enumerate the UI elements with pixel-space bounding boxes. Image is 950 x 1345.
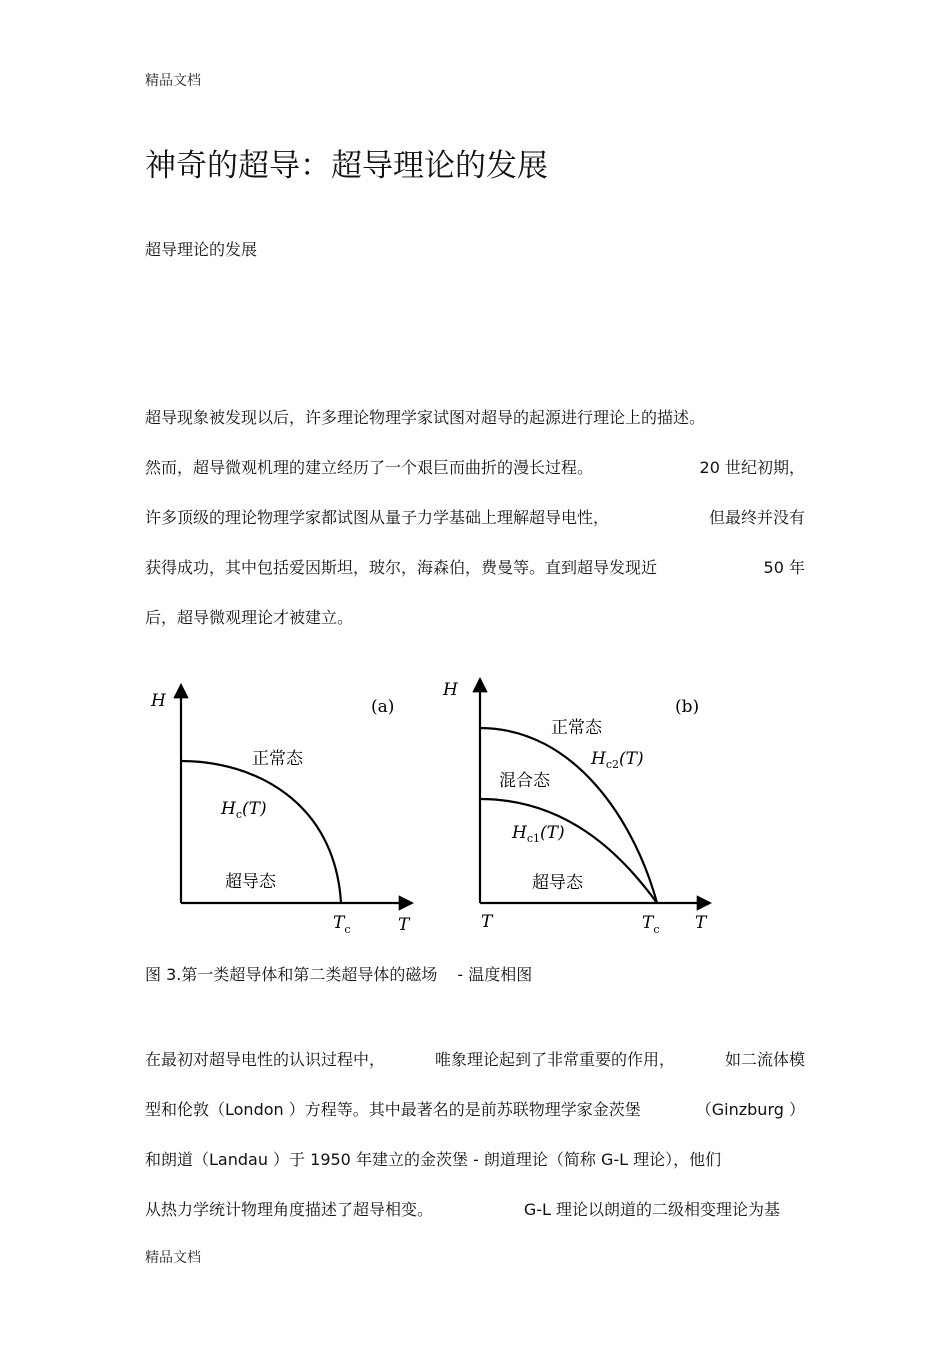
page-title: 神奇的超导：超导理论的发展: [145, 148, 548, 184]
panel-b-hc2-label: [590, 749, 644, 771]
panel-b-mixed-state-label: 混合态: [499, 771, 550, 791]
hc-symbol: H: [221, 799, 236, 819]
panel-b-superconducting-label: 超导态: [532, 873, 583, 893]
paragraph-2-line-3: [145, 1147, 805, 1170]
text-run: （Ginzburg ）: [695, 1100, 805, 1119]
panel-a-tag: (a): [371, 697, 395, 717]
text-run: 许多顶级的理论物理学家都试图从量子力学基础上理解超导电性，: [145, 508, 610, 527]
page-header: 精品文档: [145, 73, 201, 89]
paragraph-1-line-3: [145, 505, 805, 528]
text-run: 如二流体模: [724, 1050, 805, 1069]
panel-b-normal-state-label: 正常态: [551, 718, 602, 738]
hc-subscript: c: [235, 808, 242, 821]
text-run: 型和伦敦（London ）方程等。其中最著名的是前苏联物理学家金茨堡: [145, 1100, 641, 1119]
text-run: 50 年: [763, 558, 805, 577]
panel-a-hc-label: [220, 799, 267, 821]
panel-b-x-label: T: [695, 913, 707, 933]
caption-text-tail: - 温度相图: [457, 965, 533, 984]
paragraph-1-line-1: [145, 405, 805, 428]
text-run: G-L 理论以朗道的二级相变理论为基: [523, 1200, 780, 1219]
text-run: 然而，超导微观机理的建立经历了一个艰巨而曲折的漫长过程。: [145, 458, 594, 477]
paragraph-2-line-2: [145, 1097, 805, 1120]
paragraph-1-line-5: [145, 605, 805, 628]
page-footer: 精品文档: [145, 1250, 201, 1266]
text-run: 获得成功，其中包括爱因斯坦，玻尔，海森伯，费曼等。直到超导发现近: [145, 558, 658, 577]
hc2-subscript: c2: [605, 758, 619, 771]
text-run: 超导现象被发现以后，许多理论物理学家试图对超导的起源进行理论上的描述。: [145, 408, 706, 427]
hc1-argument: (T): [540, 823, 565, 843]
phase-diagram-figure: [145, 672, 715, 942]
hc1-symbol: H: [512, 823, 527, 843]
panel-a-y-label: H: [151, 691, 166, 711]
panel-a: [150, 686, 411, 936]
tc-symbol: T: [642, 913, 654, 933]
paragraph-2-line-4: [145, 1197, 780, 1220]
text-run: 但最终并没有: [708, 508, 805, 527]
panel-b-tag: (b): [675, 697, 700, 717]
panel-a-superconducting-label: 超导态: [225, 872, 276, 892]
caption-text: 图 3.第一类超导体和第二类超导体的磁场: [145, 965, 438, 984]
text-run: 从热力学统计物理角度描述了超导相变。: [145, 1200, 434, 1219]
section-heading: 超导理论的发展: [145, 240, 258, 259]
hc1-subscript: c1: [526, 832, 540, 845]
tc-symbol: T: [333, 913, 345, 933]
panel-b-origin-label: T: [481, 912, 493, 932]
hc2-symbol: H: [591, 749, 606, 769]
tc-subscript: c: [344, 923, 351, 936]
panel-b-y-label: H: [443, 680, 458, 700]
hc-argument: (T): [242, 799, 267, 819]
panel-b-hc1-label: [511, 823, 565, 845]
panel-b-tc-label: [642, 913, 660, 936]
text-run: 在最初对超导电性的认识过程中，: [145, 1050, 386, 1069]
panel-a-normal-state-label: 正常态: [252, 749, 303, 769]
text-run: 唯象理论起到了非常重要的作用，: [434, 1050, 675, 1069]
panel-a-tc-label: [333, 913, 351, 936]
text-run: 20 世纪初期，: [699, 458, 805, 477]
tc-subscript: c: [653, 923, 660, 936]
hc2-argument: (T): [619, 749, 644, 769]
paragraph-1-line-4: [145, 555, 805, 578]
panel-b: [442, 680, 709, 936]
panel-a-x-label: T: [398, 915, 410, 935]
paragraph-1-line-2: [145, 455, 805, 478]
figure-caption: [145, 962, 532, 985]
paragraph-2-line-1: [145, 1047, 805, 1070]
text-run: 和朗道（Landau ）于 1950 年建立的金茨堡 - 朗道理论（简称 G-L 理论），他们: [145, 1150, 722, 1169]
text-run: 后，超导微观理论才被建立。: [145, 608, 354, 627]
